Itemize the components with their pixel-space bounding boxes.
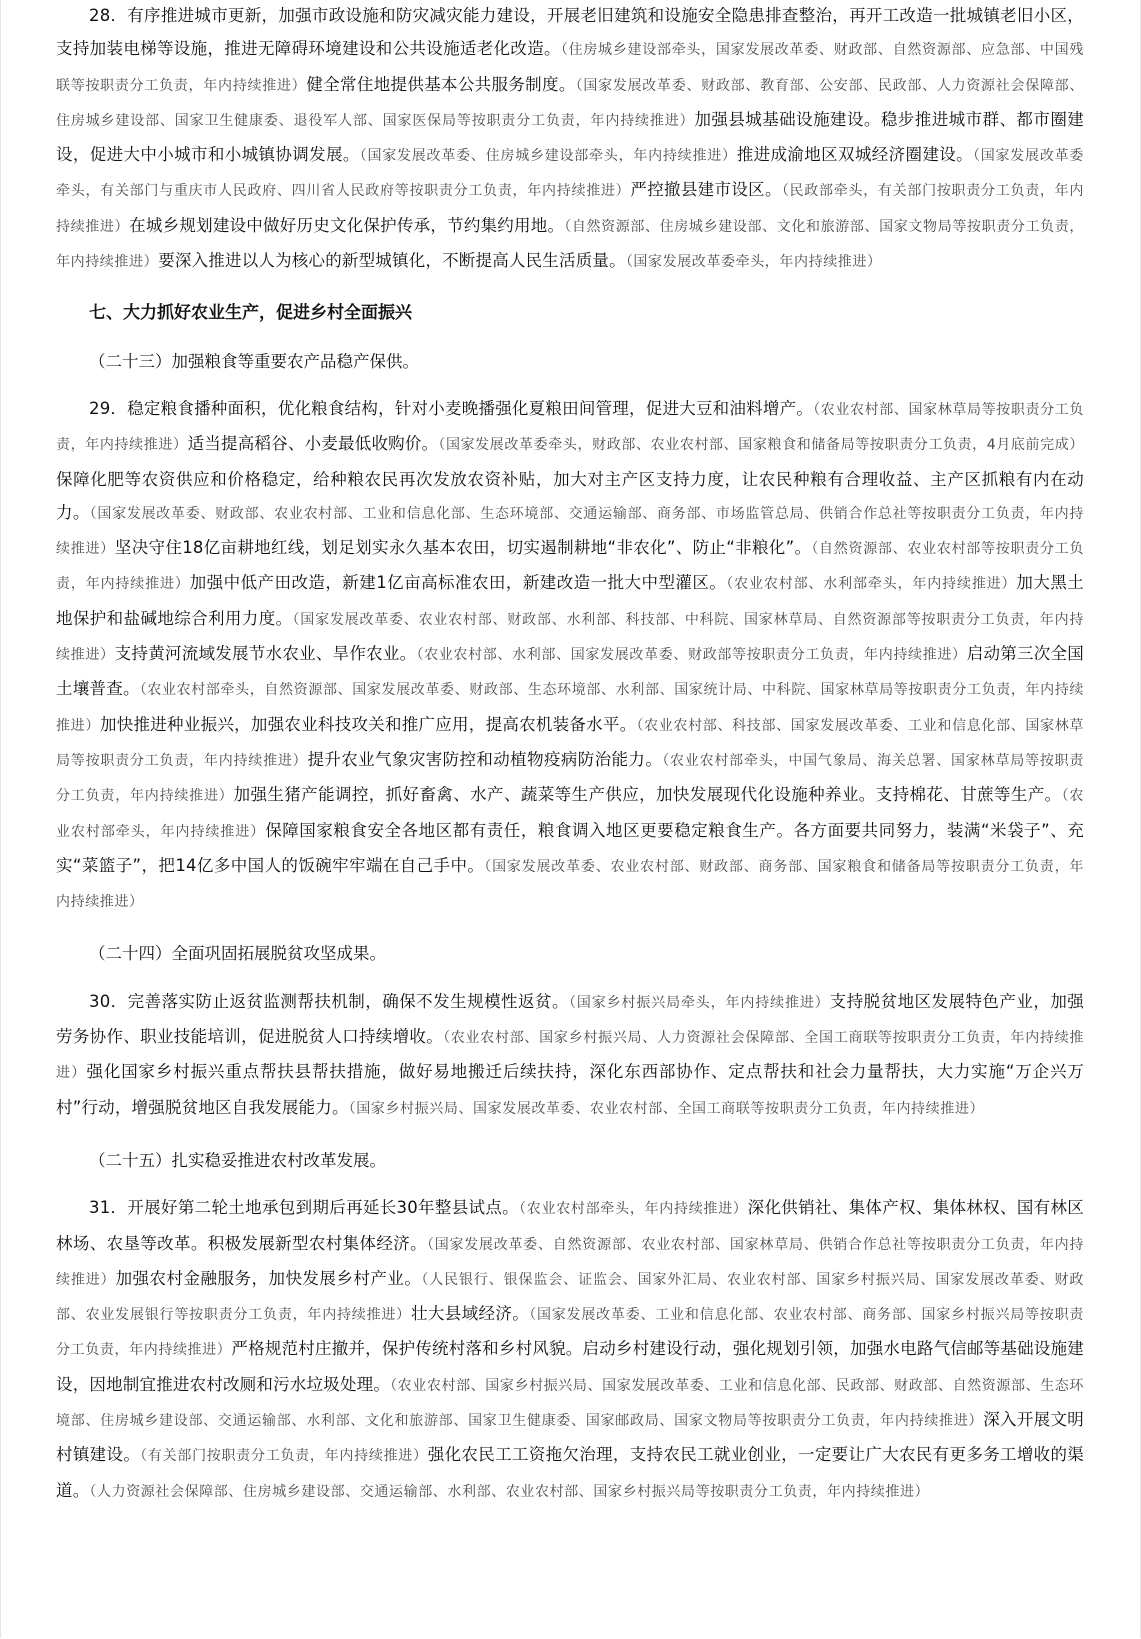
paragraph-text: 保障化肥等农资供应和价格稳定，给种粮农民再次发放农资补贴，加大对主产区支持力度，让农民种粮有合理收益、主产区抓粮有内在动力。 xyxy=(56,469,1084,522)
responsibility-note: （有关部门按职责分工负责，年内持续推进） xyxy=(140,1448,428,1465)
responsibility-note: （国家乡村振兴局牵头，年内持续推进） xyxy=(568,994,830,1011)
responsibility-note: （自然资源部、农业农村部等按职责分工负责，年内持续推进） xyxy=(56,541,1084,593)
paragraph-text: 支持脱贫地区发展特色产业，加强劳务协作、职业技能培训，促进脱贫人口持续增收。 xyxy=(56,991,1084,1047)
paragraph-29 xyxy=(56,392,1084,919)
paragraph-text: 31．开展好第二轮土地承包到期后再延长30年整县试点。 xyxy=(89,1198,520,1218)
paragraph-text: 加强农村金融服务，加快发展乡村产业。 xyxy=(115,1268,422,1288)
responsibility-note: （国家发展改革委牵头，年内持续推进） xyxy=(625,254,882,271)
responsibility-note: （农业农村部牵头，年内持续推进） xyxy=(519,1201,748,1218)
paragraph-text: 坚决守住18亿亩耕地红线，划足划实永久基本农田，切实遏制耕地“非农化”、防止“非粮化”。 xyxy=(114,538,812,558)
responsibility-note: （国家发展改革委、工业和信息化部、农业农村部、商务部、国家乡村振兴局等按职责分工负责，年内持续推进） xyxy=(56,1307,1084,1359)
paragraph-text: 加强生猪产能调控，抓好畜禽、水产、蔬菜等生产供应，加快发展现代化设施种养业。支持棉花、甘蔗等生产。 xyxy=(233,785,1062,805)
responsibility-note: （国家发展改革委、农业农村部、财政部、商务部、国家粮食和储备局等按职责分工负责，年内持续推进） xyxy=(56,858,1084,911)
subsection-heading-25: （二十五）扎实稳妥推进农村改革发展。 xyxy=(89,1150,386,1170)
paragraph-text: 加快推进种业振兴，加强农业科技攻关和推广应用，提高农机装备水平。 xyxy=(100,714,637,734)
responsibility-note: （农业农村部牵头，自然资源部、国家发展改革委、财政部、生态环境部、水利部、国家统计局、中科院、国家林草局等按职责分工负责，年内持续推进） xyxy=(56,682,1085,734)
responsibility-note: （国家发展改革委牵头，有关部门与重庆市人民政府、四川省人民政府等按职责分工负责，年内持续推进） xyxy=(56,148,1084,200)
responsibility-note: （农业农村部、水利部、国家发展改革委、财政部等按职责分工负责，年内持续推进） xyxy=(416,647,967,664)
paragraph-text: 28．有序推进城市更新，加强市政设施和防灾减灾能力建设，开展老旧建筑和设施安全隐患排查整治，再开工改造一批城镇老旧小区，支持加装电梯等设施，推进无障碍环境建设和公共设施适老化改造。 xyxy=(56,6,1084,59)
responsibility-note: （农业农村部牵头，年内持续推进） xyxy=(56,788,1084,840)
paragraph-text: 在城乡规划建设中做好历史文化保护传承，节约集约用地。 xyxy=(129,215,565,235)
responsibility-note: （国家发展改革委、财政部、农业农村部、工业和信息化部、生态环境部、交通运输部、商务部、市场监管总局、供销合作总社等按职责分工负责，年内持续推进） xyxy=(56,505,1084,558)
paragraph-text: 健全常住地提供基本公共服务制度。 xyxy=(306,74,576,94)
subsection-heading-23: （二十三）加强粮食等重要农产品稳产保供。 xyxy=(89,351,419,371)
responsibility-note: （农业农村部、水利部牵头，年内持续推进） xyxy=(726,576,1017,593)
paragraph-text: 29．稳定粮食播种面积，优化粮食结构，针对小麦晚播强化夏粮田间管理，促进大豆和油料增产。 xyxy=(89,398,814,418)
responsibility-note: （自然资源部、住房城乡建设部、文化和旅游部、国家文物局等按职责分工负责，年内持续推进） xyxy=(56,218,1084,271)
responsibility-note: （人民银行、银保监会、证监会、国家外汇局、农业农村部、国家乡村振兴局、国家发展改革委、财政部、农业发展银行等按职责分工负责，年内持续推进） xyxy=(56,1271,1084,1324)
responsibility-note: （国家发展改革委牵头，财政部、农业农村部、国家粮食和储备局等按职责分工负责，4月底前完成） xyxy=(438,437,1085,454)
paragraph-30 xyxy=(56,985,1084,1126)
paragraph-text: 强化农民工工资拖欠治理，支持农民工就业创业，一定要让广大农民有更多务工增收的渠道。 xyxy=(56,1445,1085,1500)
responsibility-note: （农业农村部、国家林草局等按职责分工负责，年内持续推进） xyxy=(56,401,1084,454)
paragraph-28 xyxy=(56,0,1084,279)
paragraph-text: 30．完善落实防止返贫监测帮扶机制，确保不发生规模性返贫。 xyxy=(89,991,569,1011)
paragraph-text: 提升农业气象灾害防控和动植物疫病防治能力。 xyxy=(307,749,663,769)
paragraph-text: 推进成渝地区双城经济圈建设。 xyxy=(736,145,973,165)
responsibility-note: （农业农村部、科技部、国家发展改革委、工业和信息化部、国家林草局等按职责分工负责，年内持续推进） xyxy=(56,717,1084,769)
paragraph-text: 严控撤县建市设区。 xyxy=(630,180,782,200)
responsibility-note: （国家发展改革委、财政部、教育部、公安部、民政部、人力资源社会保障部、住房城乡建设部、国家卫生健康委、退役军人部、国家医保局等按职责分工负责，年内持续推进） xyxy=(56,77,1085,129)
responsibility-note: （人力资源社会保障部、住房城乡建设部、交通运输部、水利部、农业农村部、国家乡村振兴局等按职责分工负责，年内持续推进） xyxy=(89,1483,930,1500)
responsibility-note: （农业农村部、国家乡村振兴局、人力资源社会保障部、全国工商联等按职责分工负责，年内持续推进） xyxy=(56,1030,1084,1082)
responsibility-note: （国家乡村振兴局、国家发展改革委、农业农村部、全国工商联等按职责分工负责，年内持续推进） xyxy=(348,1100,985,1117)
paragraph-text: 加强县城基础设施建设。稳步推进城市群、都市圈建设，促进大中小城市和小城镇协调发展。 xyxy=(56,109,1084,165)
responsibility-note: （农业农村部牵头，中国气象局、海关总署、国家林草局等按职责分工负责，年内持续推进） xyxy=(56,752,1084,805)
paragraph-text: 要深入推进以人为核心的新型城镇化，不断提高人民生活质量。 xyxy=(158,251,626,271)
paragraph-text: 加强中低产田改造，新建1亿亩高标准农田，新建改造一批大中型灌区。 xyxy=(189,573,727,593)
paragraph-31 xyxy=(56,1191,1084,1509)
paragraph-text: 深化供销社、集体产权、集体林权、国有林区林场、农垦等改革。积极发展新型农村集体经济。 xyxy=(56,1198,1084,1253)
responsibility-note: （住房城乡建设部牵头，国家发展改革委、财政部、自然资源部、应急部、中国残联等按职责分工负责，年内持续推进） xyxy=(56,42,1084,94)
paragraph-text: 深入开展文明村镇建设。 xyxy=(56,1409,1085,1465)
section-heading-7: 七、大力抓好农业生产，促进乡村全面振兴 xyxy=(89,303,412,324)
responsibility-note: （国家发展改革委、农业农村部、财政部、水利部、科技部、中科院、国家林草局、自然资源部等按职责分工负责，年内持续推进） xyxy=(56,611,1084,664)
paragraph-text: 强化国家乡村振兴重点帮扶县帮扶措施，做好易地搬迁后续扶持，深化东西部协作、定点帮扶和社会力量帮扶，大力实施“万企兴万村”行动，增强脱贫地区自我发展能力。 xyxy=(56,1062,1084,1117)
paragraph-text: 支持黄河流域发展节水农业、旱作农业。 xyxy=(114,644,417,664)
paragraph-text: 保障国家粮食安全各地区都有责任，粮食调入地区更要稳定粮食生产。各方面要共同努力，装满“米袋子”、充实“菜篮子”，把14亿多中国人的饭碗牢牢端在自己手中。 xyxy=(56,820,1084,875)
paragraph-text: 严格规范村庄撤并，保护传统村落和乡村风貌。启动乡村建设行动，强化规划引领，加强水电路气信邮等基础设施建设，因地制宜推进农村改厕和污水垃圾处理。 xyxy=(56,1339,1085,1394)
paragraph-text: 启动第三次全国土壤普查。 xyxy=(56,644,1084,699)
paragraph-text: 加大黑土地保护和盐碱地综合利用力度。 xyxy=(56,573,1084,628)
responsibility-note: （国家发展改革委、住房城乡建设部牵头，年内持续推进） xyxy=(359,148,737,165)
paragraph-text: 适当提高稻谷、小麦最低收购价。 xyxy=(187,434,439,454)
paragraph-text: 壮大县域经济。 xyxy=(410,1304,530,1324)
responsibility-note: （农业农村部、国家乡村振兴局、国家发展改革委、工业和信息化部、民政部、财政部、自然资源部、生态环境部、住房城乡建设部、交通运输部、水利部、文化和旅游部、国家卫生健康委、国家邮政局、国家文物局等按职责分工负责，年内持续推进） xyxy=(56,1377,1085,1429)
responsibility-note: （民政部牵头，有关部门按职责分工负责，年内持续推进） xyxy=(56,183,1084,235)
responsibility-note: （国家发展改革委、自然资源部、农业农村部、国家林草局、供销合作总社等按职责分工负责，年内持续推进） xyxy=(56,1236,1084,1288)
subsection-heading-24: （二十四）全面巩固拓展脱贫攻坚成果。 xyxy=(89,944,386,964)
